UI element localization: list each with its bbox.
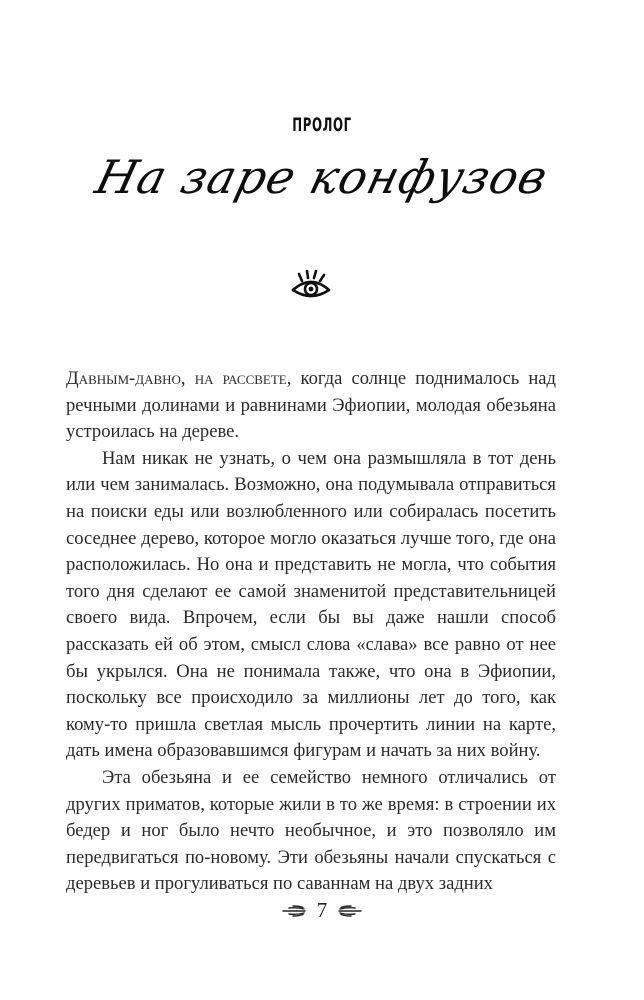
chapter-title: На заре конфузов — [90, 150, 554, 204]
page-footer — [0, 898, 644, 923]
lead-smallcaps: Давным-давно, на рассвете — [66, 368, 287, 389]
flourish-left-icon — [281, 905, 307, 917]
paragraph — [66, 366, 556, 446]
paragraph: Эта обезьяна и ее семейство немного отличались от других приматов, которые жили в то же время: в строении их бедер и ног было нечто необычное, и это позволяло им передвигаться по-новому. Эти обезьяны начали спускаться с деревьев и прогуливаться по саваннам на двух задних — [66, 766, 556, 895]
chapter-label: ПРОЛОГ — [292, 114, 352, 136]
paragraph-text: , когда солнце поднималось над речными долинами и равнинами Эфиопии, молодая обезьяна устроилась на дереве. — [66, 368, 556, 443]
eye-icon — [290, 268, 332, 304]
page-number: 7 — [316, 898, 328, 922]
paragraph: Нам никак не узнать, о чем она размышляла в тот день или чем занималась. Возможно, она подумывала отправиться на поиски еды или возлюбленного или собиралась посетить соседнее дерево, которое могло оказаться лучше того, где она расположилась. Но она и представить не могла, что события того дня сделают ее самой знаменитой представительницей своего вида. Впрочем, если бы вы даже нашли способ рассказать ей об этом, смысл слова «слава» все равно от нее бы укрылся. Она не понимала также, что она в Эфиопии, поскольку все происходило за миллионы лет до того, как кому-то пришла светлая мысль прочертить линии на карте, дать имена образовавшимся фигурам и начать за них войну. — [66, 447, 556, 762]
flourish-right-icon — [337, 905, 363, 917]
body-text — [66, 366, 556, 898]
